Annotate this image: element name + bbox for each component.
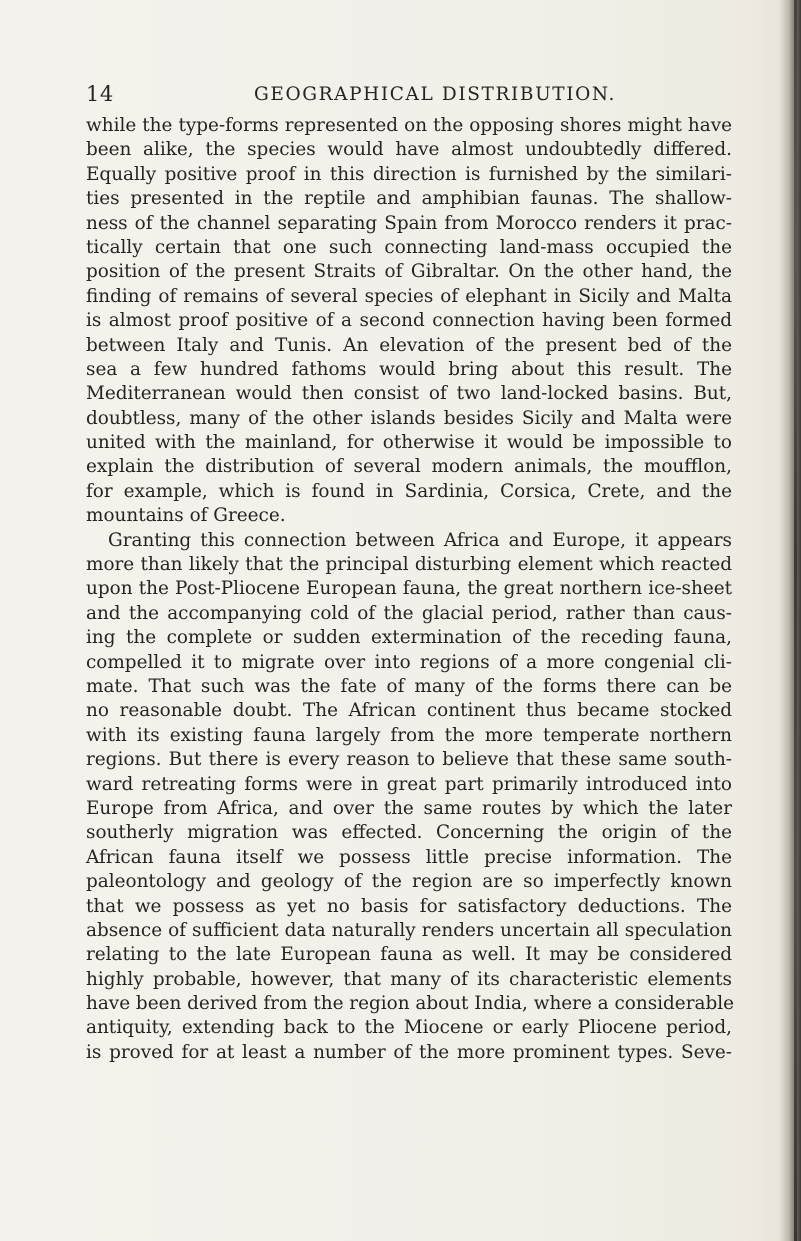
text-line-13: doubtless, many of the other islands besides Sicily and Malta were	[86, 407, 732, 429]
text-line-7: position of the present Straits of Gibraltar. On the other hand, the	[86, 261, 732, 283]
text-line-8: finding of remains of several species of elephant in Sicily and Malta	[86, 285, 732, 307]
text-line-36: highly probable, however, that many of its characteristic elements	[86, 968, 732, 990]
text-line-37: have been derived from the region about India, where a considerable	[86, 993, 734, 1015]
text-line-27: regions. But there is every reason to believe that these same south-	[86, 749, 732, 771]
text-line-16: for example, which is found in Sardinia, Corsica, Crete, and the	[86, 480, 732, 502]
text-line-6: tically certain that one such connecting land-mass occupied the	[86, 236, 732, 258]
body-text	[86, 114, 732, 1065]
running-head: GEOGRAPHICAL DISTRIBUTION.	[254, 84, 616, 105]
text-line-15: explain the distribution of several modern animals, the moufflon,	[86, 456, 732, 478]
text-line-34: absence of sufficient data naturally renders uncertain all speculation	[86, 919, 732, 941]
text-line-20: upon the Post-Pliocene European fauna, the great northern ice-sheet	[86, 578, 732, 600]
text-line-5: ness of the channel separating Spain from Morocco renders it prac-	[86, 212, 732, 234]
text-line-29: Europe from Africa, and over the same routes by which the later	[86, 797, 732, 819]
page-edge-shadow	[779, 0, 801, 1241]
text-line-18: Granting this connection between Africa and Europe, it appears	[108, 529, 732, 551]
text-line-31: African fauna itself we possess little precise information. The	[86, 846, 732, 868]
text-line-30: southerly migration was effected. Concerning the origin of the	[86, 822, 732, 844]
text-line-26: with its existing fauna largely from the more temperate northern	[86, 724, 732, 746]
text-line-11: sea a few hundred fathoms would bring about this result. The	[86, 358, 732, 380]
text-line-10: between Italy and Tunis. An elevation of the present bed of the	[86, 334, 732, 356]
text-line-38: antiquity, extending back to the Miocene or early Pliocene period,	[86, 1017, 732, 1039]
text-line-22: ing the complete or sudden extermination of the receding fauna,	[86, 627, 732, 649]
text-line-23: compelled it to migrate over into regions of a more congenial cli-	[86, 651, 732, 673]
text-line-19: more than likely that the principal disturbing element which reacted	[86, 554, 732, 576]
text-line-39: is proved for at least a number of the more prominent types. Seve-	[86, 1041, 732, 1063]
text-line-9: is almost proof positive of a second connection having been formed	[86, 310, 732, 332]
text-line-12: Mediterranean would then consist of two land-locked basins. But,	[86, 383, 732, 405]
text-line-28: ward retreating forms were in great part primarily introduced into	[86, 773, 732, 795]
page-edge-binding	[794, 0, 797, 1241]
text-line-3: Equally positive proof in this direction is furnished by the similari-	[86, 163, 732, 185]
text-line-25: no reasonable doubt. The African continent thus became stocked	[86, 700, 732, 722]
text-line-24: mate. That such was the fate of many of the forms there can be	[86, 675, 732, 697]
text-line-33: that we possess as yet no basis for satisfactory deductions. The	[86, 895, 732, 917]
page-number: 14	[86, 82, 114, 106]
text-line-35: relating to the late European fauna as well. It may be considered	[86, 944, 732, 966]
text-line-2: been alike, the species would have almost undoubtedly differed.	[86, 139, 732, 161]
text-line-4: ties presented in the reptile and amphibian faunas. The shallow-	[86, 188, 732, 210]
text-line-14: united with the mainland, for otherwise it would be impossible to	[86, 432, 732, 454]
page-header	[86, 82, 732, 112]
text-line-32: paleontology and geology of the region are so imperfectly known	[86, 871, 732, 893]
text-line-17: mountains of Greece.	[86, 505, 286, 527]
text-line-1: while the type-forms represented on the opposing shores might have	[86, 115, 732, 136]
text-line-21: and the accompanying cold of the glacial period, rather than caus-	[86, 602, 732, 624]
